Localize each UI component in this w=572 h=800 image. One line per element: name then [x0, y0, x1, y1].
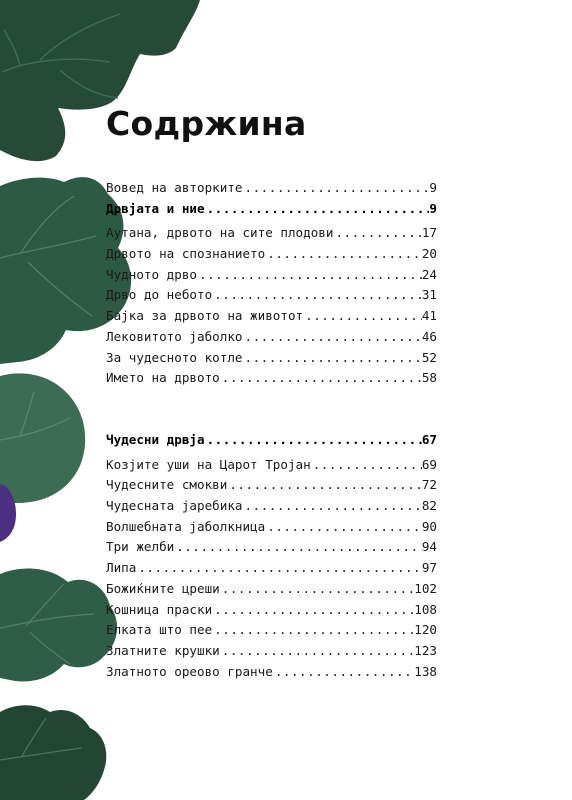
toc-entry-label: Златните крушки [106, 642, 220, 658]
toc-dot-leader [205, 201, 430, 216]
toc-entry[interactable] [106, 643, 437, 664]
toc-entry[interactable] [106, 560, 437, 581]
toc-entry[interactable] [106, 225, 437, 246]
toc-entry-label: Името на дрвото [106, 370, 220, 386]
toc-entry-page: 46 [421, 328, 437, 344]
toc-entry-label: Елката што пее [106, 622, 213, 638]
toc-entry-page: 102 [414, 580, 437, 596]
page-title: Содржина [106, 104, 307, 143]
toc-entry-label: Три желби [106, 539, 175, 555]
toc-dot-leader [174, 539, 422, 554]
toc-dot-leader [205, 432, 422, 447]
toc-dot-leader [220, 581, 415, 596]
toc-entry-label: Аутана, дрвото на сите плодови [106, 225, 334, 241]
toc-section-page: 67 [421, 432, 437, 447]
toc-entry[interactable] [106, 539, 437, 560]
toc-dot-leader [273, 664, 414, 679]
toc-dot-leader [197, 267, 422, 282]
toc-section-heading-2[interactable] [106, 432, 437, 453]
toc-dot-leader [220, 643, 415, 658]
toc-entry-label: Дрво до небото [106, 287, 213, 303]
toc-entry[interactable] [106, 246, 437, 267]
toc-entry[interactable] [106, 287, 437, 308]
round-leaf-mid [0, 373, 85, 503]
toc-entry[interactable] [106, 477, 437, 498]
toc-entry[interactable] [106, 602, 437, 623]
toc-dot-leader [242, 350, 421, 365]
toc-entry-label: Чудното дрво [106, 266, 197, 282]
toc-dot-leader [212, 287, 422, 302]
toc-entry-page: 97 [421, 560, 437, 576]
toc-entry-page: 82 [421, 498, 437, 514]
toc-entry[interactable] [106, 308, 437, 329]
toc-entry-page: 72 [421, 477, 437, 493]
toc-entry-label: Златното ореово гранче [106, 663, 273, 679]
toc-section-label: Дрвјата и ние [106, 200, 205, 216]
toc-entry[interactable] [106, 581, 437, 602]
toc-dot-leader [311, 457, 422, 472]
toc-entry-page: 120 [414, 622, 437, 638]
toc-entry[interactable] [106, 370, 437, 391]
toc-entry[interactable] [106, 519, 437, 540]
toc-entry-page: 69 [421, 456, 437, 472]
toc-entry-label: Божиќните цреши [106, 580, 220, 596]
toc-entry-page: 108 [414, 601, 437, 617]
toc-entry[interactable] [106, 664, 437, 685]
toc-entry-page: 41 [421, 308, 437, 324]
toc-entry-page: 138 [414, 663, 437, 679]
toc-entry[interactable] [106, 350, 437, 371]
toc-entry-page: 94 [421, 539, 437, 555]
toc-section-label: Чудесни дрвја [106, 432, 205, 447]
toc-entry-page: 52 [421, 349, 437, 365]
toc-dot-leader [220, 370, 422, 385]
toc-entry-label: Чудесната јаребика [106, 498, 243, 514]
toc-entry-label: Чудесните смокви [106, 477, 228, 493]
toc-dot-leader [265, 519, 422, 534]
toc-dot-leader [136, 560, 421, 575]
toc-entry[interactable] [106, 267, 437, 288]
toc-entry[interactable] [106, 498, 437, 519]
toc-dot-leader [227, 477, 422, 492]
toc-dot-leader [212, 602, 414, 617]
toc-entry-page: 9 [429, 180, 437, 195]
toc-entry[interactable] [106, 622, 437, 643]
toc-entry-intro[interactable] [106, 180, 437, 201]
toc-entry-label: Дрвото на спознанието [106, 246, 266, 262]
toc-dot-leader [333, 225, 421, 240]
toc-entry-page: 123 [414, 642, 437, 658]
toc-section-page: 9 [429, 200, 437, 216]
toc-dot-leader [303, 308, 422, 323]
toc-entry-page: 58 [421, 370, 437, 386]
toc-entry[interactable] [106, 457, 437, 478]
toc-entry[interactable] [106, 329, 437, 350]
toc-entry-label: Кошница праски [106, 601, 213, 617]
toc-entry-label: Липа [106, 560, 137, 576]
toc-dot-leader [212, 622, 414, 637]
toc-entry-page: 20 [421, 246, 437, 262]
toc-entry-label: Вовед на авторките [106, 180, 243, 195]
toc-section-heading-1[interactable] [106, 201, 437, 222]
toc-section-1 [106, 180, 437, 391]
toc-dot-leader [242, 329, 421, 344]
toc-entry-page: 17 [421, 225, 437, 241]
toc-entry-label: Бајка за дрвото на животот [106, 308, 304, 324]
toc-entry-label: Козјите уши на Царот Тројан [106, 456, 311, 472]
toc-entry-page: 31 [421, 287, 437, 303]
toc-entry-label: Волшебната јаболкница [106, 518, 266, 534]
toc-dot-leader [242, 498, 421, 513]
toc-dot-leader [265, 246, 422, 261]
toc-entry-page: 24 [421, 266, 437, 282]
toc-section-2 [106, 432, 437, 684]
toc-entry-label: За чудесното котле [106, 349, 243, 365]
toc-entry-page: 90 [421, 518, 437, 534]
toc-dot-leader [242, 180, 429, 195]
toc-entry-label: Лековитото јаболко [106, 328, 243, 344]
